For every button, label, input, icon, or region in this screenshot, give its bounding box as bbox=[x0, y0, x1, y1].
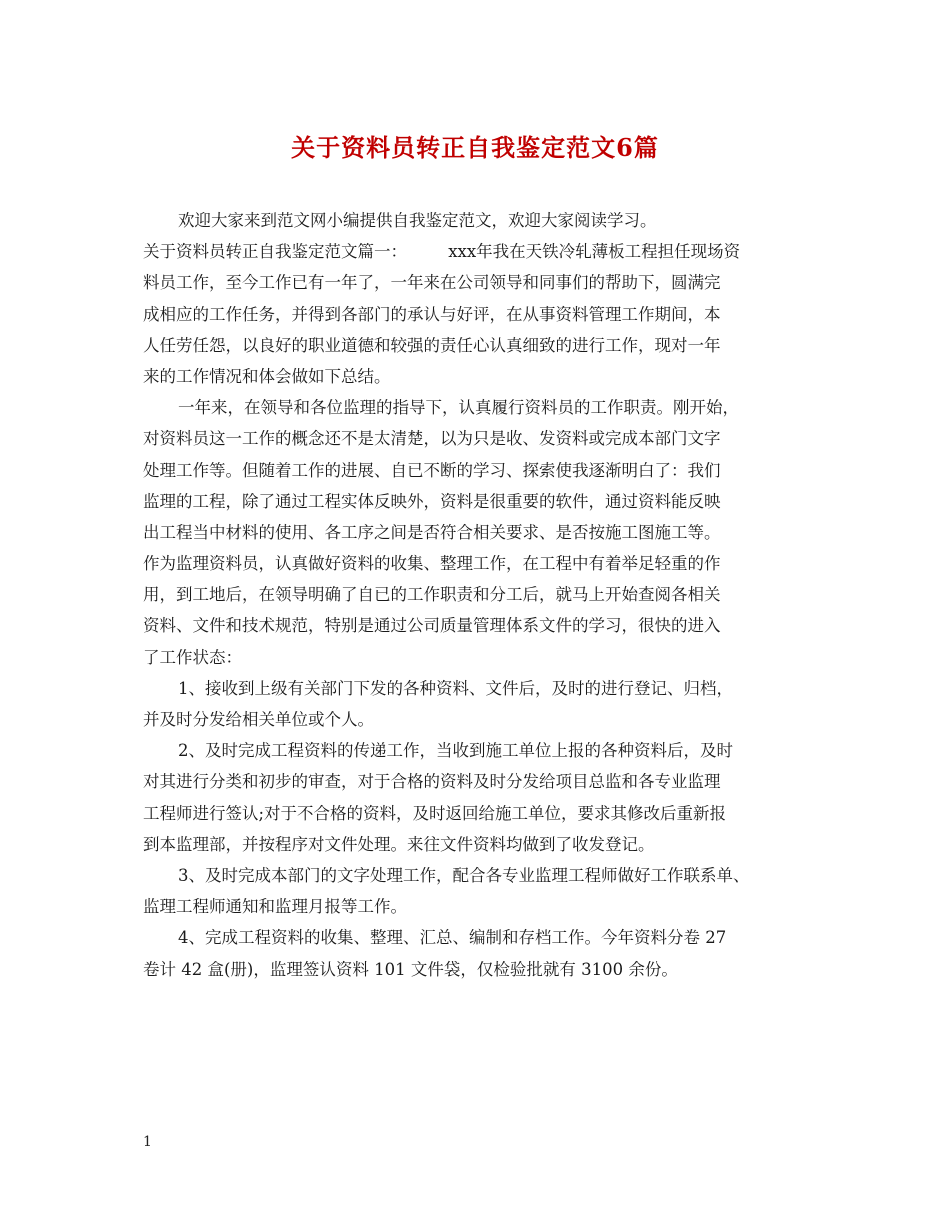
paragraph-line: 卷计 42 盒(册)，监理签认资料 101 文件袋，仅检验批就有 3100 余份。 bbox=[143, 959, 678, 979]
paragraph-line: 并及时分发给相关单位或个人。 bbox=[143, 710, 374, 729]
document-title: 关于资料员转正自我鉴定范文6篇 bbox=[291, 133, 659, 162]
paragraph-line: 了工作状态： bbox=[143, 647, 242, 667]
paragraph-line: 到本监理部，并按程序对文件处理。来往文件资料均做到了收发登记。 bbox=[143, 834, 655, 854]
page-number: 1 bbox=[143, 1134, 152, 1150]
paragraph-line: 来的工作情况和体会做如下总结。 bbox=[143, 366, 391, 386]
paragraph-line: 监理的工程，除了通过工程实体反映外，资料是很重要的软件，通过资料能反映 bbox=[143, 491, 721, 511]
paragraph-line: 关于资料员转正自我鉴定范文篇一： xxx年我在天铁冷轧薄板工程担任现场资 bbox=[143, 242, 741, 262]
paragraph-line: 成相应的工作任务，并得到各部门的承认与好评，在从事资料管理工作期间，本 bbox=[143, 304, 721, 324]
paragraph-line: 监理工程师通知和监理月报等工作。 bbox=[143, 897, 407, 917]
paragraph-line: 资料、文件和技术规范，特别是通过公司质量管理体系文件的学习，很快的进入 bbox=[143, 616, 721, 636]
paragraph-line: 欢迎大家来到范文网小编提供自我鉴定范文，欢迎大家阅读学习。 bbox=[178, 211, 657, 230]
paragraph-line: 料员工作，至今工作已有一年了，一年来在公司领导和同事们的帮助下，圆满完 bbox=[143, 273, 721, 293]
paragraph-line: 1、接收到上级有关部门下发的各种资料、文件后，及时的进行登记、归档， bbox=[178, 678, 733, 698]
paragraph-line: 处理工作等。但随着工作的进展、自已不断的学习、探索使我逐渐明白了：我们 bbox=[143, 460, 721, 480]
paragraph-line: 对其进行分类和初步的审查，对于合格的资料及时分发给项目总监和各专业监理 bbox=[143, 772, 721, 792]
paragraph-line: 一年来，在领导和各位监理的指导下，认真履行资料员的工作职责。刚开始， bbox=[178, 398, 739, 418]
paragraph-line: 3、及时完成本部门的文字处理工作，配合各专业监理工程师做好工作联系单、 bbox=[178, 865, 750, 885]
paragraph-line: 作为监理资料员，认真做好资料的收集、整理工作，在工程中有着举足轻重的作 bbox=[143, 554, 721, 574]
paragraph-line: 用，到工地后，在领导明确了自已的工作职责和分工后，就马上开始查阅各相关 bbox=[143, 585, 721, 605]
paragraph-line: 工程师进行签认;对于不合格的资料，及时返回给施工单位，要求其修改后重新报 bbox=[143, 803, 727, 823]
paragraph-line: 出工程当中材料的使用、各工序之间是否符合相关要求、是否按施工图施工等。 bbox=[143, 522, 721, 542]
paragraph-line: 对资料员这一工作的概念还不是太清楚，以为只是收、发资料或完成本部门文字 bbox=[143, 429, 721, 449]
paragraph-line: 4、完成工程资料的收集、整理、汇总、编制和存档工作。今年资料分卷 27 bbox=[178, 928, 727, 948]
paragraph-line: 2、及时完成工程资料的传递工作，当收到施工单位上报的各种资料后，及时 bbox=[178, 741, 733, 761]
document-body bbox=[143, 205, 813, 985]
paragraph-line: 人任劳任怨，以良好的职业道德和较强的责任心认真细致的进行工作，现对一年 bbox=[143, 335, 721, 355]
